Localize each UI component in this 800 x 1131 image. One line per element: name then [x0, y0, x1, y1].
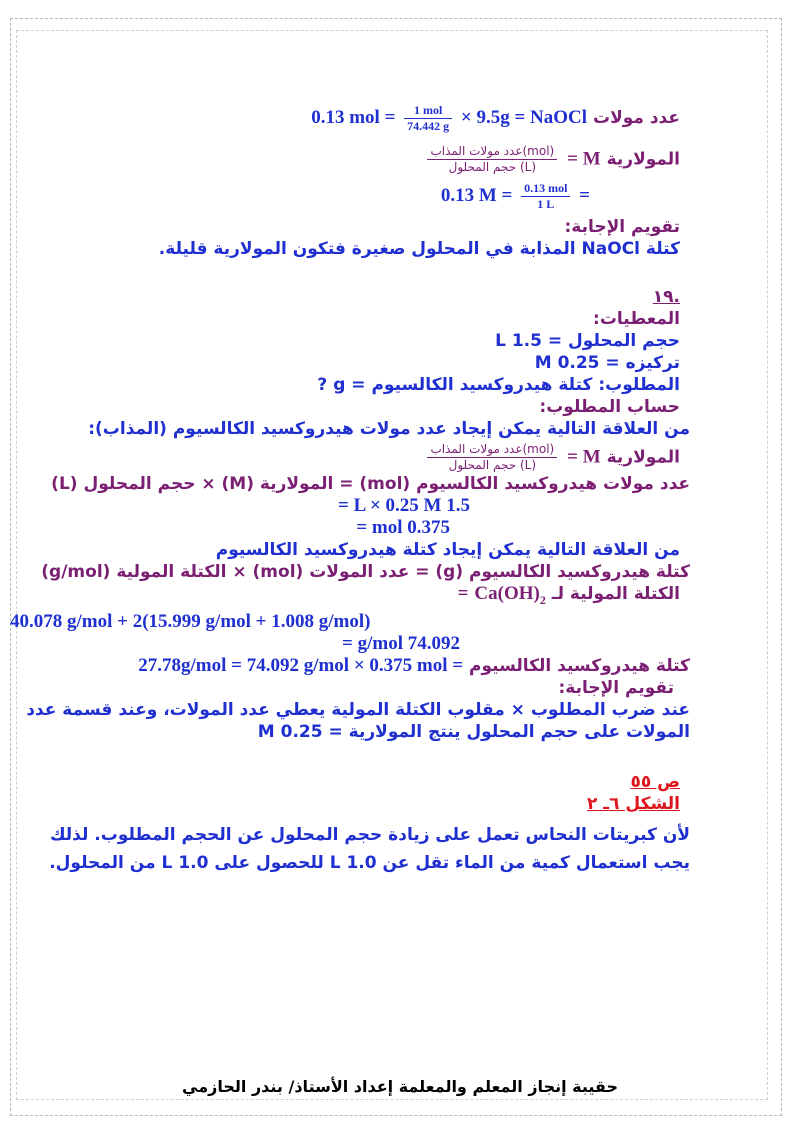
- molarity-fraction: [427, 144, 557, 175]
- equals-sign: =: [457, 583, 469, 604]
- figure-answer-1: لأن كبريتات النحاس تعمل على زيادة حجم المحلول عن الحجم المطلوب. لذلك: [49, 824, 690, 845]
- molarity-equation: [440, 181, 590, 211]
- molarity-symbol: M =: [567, 148, 601, 170]
- answer-evaluation-text: كتلة NaOCl المذابة في المحلول صغيرة فتكون المولارية قليلة.: [158, 239, 680, 259]
- molarity-fraction: [427, 442, 557, 473]
- calculation-heading: حساب المطلوب:: [539, 397, 680, 417]
- answer-evaluation-heading-2: تقويم الإجابة:: [558, 677, 674, 698]
- formula-text: Ca(OH): [474, 583, 540, 604]
- answer-evaluation-text-2b: المولات على حجم المحلول ينتج المولارية = 0.25 M: [257, 721, 690, 742]
- moles-result: 0.375 mol =: [356, 517, 450, 538]
- fraction-denominator: 1 L: [537, 197, 555, 211]
- figure-answer-2: يجب استعمال كمية من الماء تقل عن 1.0 L للحصول على 1.0 L من المحلول.: [49, 852, 690, 873]
- mass-label: كتلة هيدروكسيد الكالسيوم: [469, 655, 690, 676]
- figure-reference: الشكل ٦ـ ٢: [586, 793, 680, 814]
- moles-calc: 1.5 L × 0.25 M =: [338, 495, 470, 516]
- fraction-denominator: حجم المحلول (L): [448, 160, 537, 174]
- molarity-value: 0.13 M =: [440, 184, 513, 206]
- moles-label: عدد مولات: [592, 107, 680, 128]
- molarity-formula-1: [100, 144, 680, 175]
- given-heading: المعطيات:: [593, 309, 680, 329]
- moles-naocl-line: [100, 103, 680, 134]
- molar-mass-result: 74.092 g/mol =: [342, 632, 460, 654]
- molar-mass-label: الكتلة المولية لـ: [551, 584, 680, 604]
- molarity-label: المولارية: [606, 447, 680, 468]
- molarity-fraction: [521, 181, 570, 212]
- molarity-label: المولارية: [606, 149, 680, 170]
- fraction-denominator: حجم المحلول (L): [448, 458, 537, 472]
- mass-equation: 27.78g/mol = 74.092 g/mol × 0.375 mol =: [138, 654, 464, 676]
- answer-evaluation-text-2a: عند ضرب المطلوب × مقلوب الكتلة المولية يعطي عدد المولات، وعند قسمة عدد: [26, 699, 690, 720]
- moles-relation: عدد مولات هيدروكسيد الكالسيوم (mol) = المولارية (M) × حجم المحلول (L): [51, 474, 690, 494]
- required-line: المطلوب: كتلة هيدروكسيد الكالسيوم = g ?: [317, 375, 680, 395]
- molar-mass-line: [100, 583, 680, 611]
- formula-ca-oh2: [474, 583, 546, 607]
- fraction-numerator: 1 mol: [404, 103, 452, 119]
- relation-intro-1: من العلاقة التالية يمكن إيجاد عدد مولات هيدروكسيد الكالسيوم (المذاب):: [88, 419, 690, 439]
- page-footer: حقيبة إنجاز المعلم والمعلمة إعداد الأستاذ/ بندر الحازمي: [182, 1077, 618, 1096]
- answer-evaluation-heading: تقويم الإجابة:: [564, 217, 680, 237]
- document-body: [10, 95, 690, 877]
- mass-term: × 9.5g = NaOCl: [460, 106, 588, 128]
- molarity-symbol: M =: [567, 446, 601, 468]
- equals-sign: =: [579, 184, 590, 206]
- molarity-formula-2: [100, 442, 680, 473]
- moles-equation: [311, 103, 588, 133]
- mass-result-line: [100, 655, 690, 677]
- formula-subscript: 2: [539, 592, 546, 607]
- question-number: .١٩: [652, 287, 680, 307]
- relation-intro-2: من العلاقة التالية يمكن إيجاد كتلة هيدروكسيد الكالسيوم: [215, 540, 680, 560]
- fraction-numerator: 0.13 mol: [521, 181, 570, 197]
- given-volume: حجم المحلول = 1.5 L: [495, 331, 680, 351]
- moles-result: 0.13 mol =: [311, 106, 396, 128]
- conversion-fraction: [404, 103, 452, 134]
- fraction-numerator: عدد مولات المذاب(mol): [427, 144, 557, 160]
- fraction-numerator: عدد مولات المذاب(mol): [427, 442, 557, 458]
- fraction-denominator: 74.442 g: [407, 119, 450, 133]
- given-concentration: تركيزه = 0.25 M: [534, 353, 680, 373]
- page-reference: ص ٥٥: [630, 771, 680, 792]
- molarity-result-line: [100, 181, 680, 212]
- molar-mass-sum: 40.078 g/mol + 2(15.999 g/mol + 1.008 g/mol): [10, 610, 371, 632]
- mass-relation: كتلة هيدروكسيد الكالسيوم (g) = عدد المولات (mol) × الكتلة المولية (g/mol): [41, 562, 690, 582]
